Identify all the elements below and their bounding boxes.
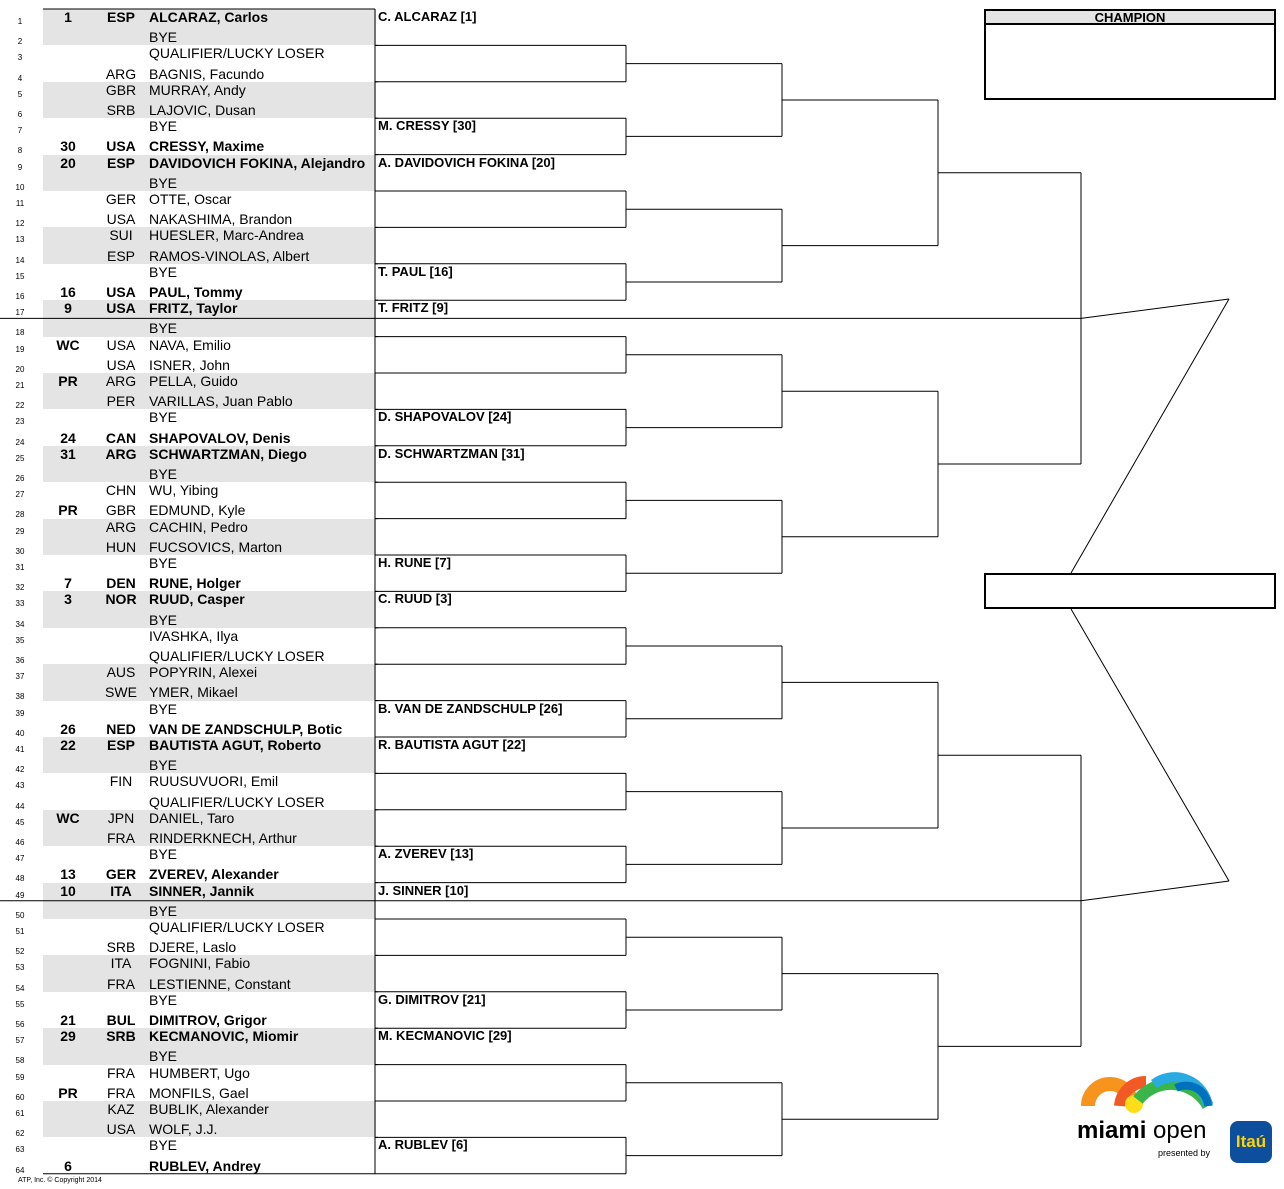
player-name: BYE <box>149 320 178 337</box>
semi-bottom-connector <box>1081 881 1229 901</box>
player-name: CACHIN, Pedro <box>149 518 248 535</box>
player-name: ZVEREV, Alexander <box>149 866 279 883</box>
player-name: QUALIFIER/LUCKY LOSER <box>149 793 325 810</box>
player-name: BYE <box>149 555 178 571</box>
semi-top-connector <box>1081 299 1229 318</box>
player-name: LESTIENNE, Constant <box>149 975 291 992</box>
final-diagonal-top <box>1071 299 1229 573</box>
country-code: USA <box>106 300 136 317</box>
country-code: FRA <box>107 975 135 992</box>
country-code: SRB <box>106 939 136 956</box>
country-code: AUS <box>106 664 136 681</box>
country-code: BUL <box>106 1012 136 1028</box>
country-code: SRB <box>106 1028 136 1045</box>
draw-number: 33 <box>15 599 25 609</box>
player-name: BAUTISTA AGUT, Roberto <box>149 737 322 753</box>
final-diagonal-bottom <box>1071 609 1229 881</box>
draw-number: 50 <box>15 910 25 920</box>
player-name: CRESSY, Maxime <box>149 138 265 155</box>
country-code: ESP <box>106 9 135 25</box>
player-name: BYE <box>149 611 178 628</box>
country-code: GER <box>105 866 137 883</box>
player-name: BYE <box>149 466 178 482</box>
draw-number: 45 <box>15 817 25 827</box>
country-code: USA <box>106 1121 136 1138</box>
player-name: BYE <box>149 409 178 426</box>
player-name: BYE <box>149 902 178 919</box>
draw-number: 22 <box>15 401 25 411</box>
seed-label: 3 <box>64 591 72 608</box>
draw-number: 41 <box>15 745 25 754</box>
player-name: DIMITROV, Grigor <box>149 1012 267 1028</box>
draw-number: 6 <box>17 110 23 119</box>
country-code: SUI <box>109 227 133 244</box>
logo-presented-by: presented by <box>1158 1148 1211 1158</box>
draw-number: 13 <box>15 235 25 245</box>
player-name: BAGNIS, Facundo <box>149 65 265 82</box>
seed-label: 21 <box>60 1012 76 1028</box>
draw-number: 56 <box>15 1020 25 1029</box>
country-code: ARG <box>105 445 137 462</box>
draw-number: 1 <box>17 17 23 26</box>
player-name: RUNE, Holger <box>149 575 241 592</box>
country-code: GBR <box>105 81 137 98</box>
country-code: DEN <box>106 575 136 592</box>
seed-label: 13 <box>60 866 76 883</box>
seed-label: 24 <box>60 429 76 446</box>
draw-number: 9 <box>17 162 23 172</box>
country-code: USA <box>106 336 136 353</box>
seed-label: 9 <box>64 300 72 317</box>
draw-number: 3 <box>17 53 23 63</box>
draw-number: 19 <box>15 344 25 354</box>
country-code: ESP <box>106 737 135 753</box>
draw-number: 51 <box>15 927 25 936</box>
country-code: ARG <box>105 373 137 389</box>
country-code: USA <box>106 356 136 373</box>
draw-number: 15 <box>15 271 25 281</box>
player-name: QUALIFIER/LUCKY LOSER <box>149 648 325 664</box>
player-name: BYE <box>149 757 178 774</box>
draw-number: 5 <box>17 89 23 99</box>
country-code: FIN <box>109 773 133 790</box>
draw-number: 25 <box>15 453 25 463</box>
second-round-entry: D. SHAPOVALOV [24] <box>378 409 512 425</box>
player-name: BYE <box>149 1048 178 1065</box>
seed-label: PR <box>58 502 78 519</box>
draw-number: 52 <box>15 947 25 957</box>
draw-number: 49 <box>15 890 25 900</box>
seed-label: 20 <box>60 154 76 171</box>
second-round-entry: A. RUBLEV [6] <box>378 1137 468 1153</box>
draw-number: 21 <box>15 381 25 390</box>
draw-number: 2 <box>17 37 23 47</box>
draw-number: 58 <box>15 1056 25 1066</box>
country-code: ESP <box>106 154 135 171</box>
player-name: VARILLAS, Juan Pablo <box>149 393 293 410</box>
country-code: FRA <box>107 1084 135 1101</box>
second-round-entry: H. RUNE [7] <box>378 555 451 570</box>
second-round-entry: A. ZVEREV [13] <box>378 846 474 862</box>
country-code: GBR <box>105 502 137 519</box>
player-name: WU, Yibing <box>149 482 219 499</box>
seed-label: 10 <box>60 882 76 899</box>
second-round-entry: M. KECMANOVIC [29] <box>378 1028 512 1044</box>
seed-label: 1 <box>64 9 72 25</box>
seed-label: PR <box>58 373 78 389</box>
draw-number: 11 <box>15 199 25 208</box>
player-name: BYE <box>149 1137 178 1154</box>
player-name: RUBLEV, Andrey <box>149 1157 261 1174</box>
country-code: USA <box>106 211 136 228</box>
player-name: FUCSOVICS, Marton <box>149 538 283 555</box>
player-name: BYE <box>149 263 178 280</box>
country-code: SWE <box>105 684 137 701</box>
country-code: GER <box>105 191 137 207</box>
player-name: RUUSUVUORI, Emil <box>149 773 279 790</box>
draw-number: 53 <box>15 963 25 973</box>
country-code: ARG <box>105 65 137 82</box>
draw-number: 14 <box>15 255 25 265</box>
copyright-text: ATP, Inc. © Copyright 2014 <box>18 1177 102 1184</box>
draw-number: 43 <box>15 781 25 791</box>
second-round-entry: C. RUUD [3] <box>378 591 452 607</box>
player-name: ALCARAZ, Carlos <box>149 9 269 25</box>
seed-label: 29 <box>60 1028 76 1045</box>
player-name: POPYRIN, Alexei <box>149 664 258 681</box>
draw-number: 35 <box>15 635 25 645</box>
seed-label: WC <box>56 336 80 353</box>
draw-number: 7 <box>17 126 23 136</box>
player-name: VAN DE ZANDSCHULP, Botic <box>149 720 343 737</box>
player-name: QUALIFIER/LUCKY LOSER <box>149 45 325 62</box>
player-name: PELLA, Guido <box>149 373 238 389</box>
country-code: PER <box>106 393 136 410</box>
seed-label: PR <box>58 1084 78 1101</box>
draw-number: 16 <box>15 292 25 301</box>
draw-number: 29 <box>15 526 25 536</box>
player-name: HUESLER, Marc-Andrea <box>149 227 304 244</box>
draw-number: 57 <box>15 1036 25 1046</box>
player-name: KECMANOVIC, Miomir <box>149 1028 299 1045</box>
draw-number: 48 <box>15 874 25 884</box>
seed-label: 16 <box>60 284 76 300</box>
draw-number: 30 <box>15 546 25 556</box>
seed-label: 22 <box>60 737 76 753</box>
country-code: ARG <box>105 518 137 535</box>
country-code: CHN <box>105 482 137 499</box>
player-name: WOLF, J.J. <box>149 1121 218 1138</box>
draw-number: 24 <box>15 437 25 447</box>
player-name: RUUD, Casper <box>149 591 245 608</box>
second-round-entry: B. VAN DE ZANDSCHULP [26] <box>378 700 563 716</box>
country-code: SRB <box>106 102 136 118</box>
second-round-entry: D. SCHWARTZMAN [31] <box>378 445 525 461</box>
player-name: DJERE, Laslo <box>149 939 237 956</box>
player-name: LAJOVIC, Dusan <box>149 102 256 118</box>
draw-number: 36 <box>15 656 25 665</box>
player-name: BYE <box>149 991 178 1008</box>
draw-number: 40 <box>15 728 25 738</box>
country-code: USA <box>106 284 136 300</box>
draw-number: 10 <box>15 182 25 192</box>
draw-number: 63 <box>15 1145 25 1155</box>
champion-label: CHAMPION <box>984 9 1276 25</box>
second-round-entry: T. FRITZ [9] <box>378 300 449 316</box>
player-name: FOGNINI, Fabio <box>149 955 251 972</box>
miami-open-logo-icon <box>1076 1054 1216 1118</box>
draw-number: 46 <box>15 838 25 847</box>
player-name: RAMOS-VINOLAS, Albert <box>149 247 310 264</box>
player-name: DANIEL, Taro <box>149 809 235 826</box>
second-round-entry: C. ALCARAZ [1] <box>378 9 477 24</box>
country-code: FRA <box>107 1064 135 1081</box>
player-name: SCHWARTZMAN, Diego <box>149 445 307 462</box>
draw-number: 60 <box>15 1092 25 1102</box>
player-name: FRITZ, Taylor <box>149 300 238 317</box>
player-name: BYE <box>149 118 178 135</box>
country-code: NOR <box>105 591 137 608</box>
seed-label: 30 <box>60 138 76 155</box>
player-name: RINDERKNECH, Arthur <box>149 830 297 846</box>
draw-number: 31 <box>15 563 25 572</box>
player-name: BYE <box>149 174 178 191</box>
player-name: BYE <box>149 700 178 717</box>
player-name: YMER, Mikael <box>149 684 238 701</box>
logo-wordmark: miami open <box>1077 1117 1207 1144</box>
country-code: JPN <box>107 809 135 826</box>
country-code: ITA <box>110 955 132 972</box>
player-name: MURRAY, Andy <box>149 81 246 98</box>
country-code: CAN <box>105 429 137 446</box>
player-name: SINNER, Jannik <box>149 882 255 899</box>
draw-number: 4 <box>17 73 23 83</box>
draw-number: 59 <box>15 1072 25 1082</box>
seed-label: 26 <box>60 720 76 737</box>
champion-box <box>984 25 1276 100</box>
draw-number: 47 <box>15 854 25 864</box>
player-name: PAUL, Tommy <box>149 284 243 300</box>
draw-number: 39 <box>15 708 25 718</box>
draw-number: 62 <box>15 1129 25 1139</box>
player-name: OTTE, Oscar <box>149 191 232 207</box>
draw-number: 32 <box>15 583 25 593</box>
player-name: DAVIDOVICH FOKINA, Alejandro <box>149 154 366 171</box>
country-code: USA <box>106 138 136 155</box>
country-code: NED <box>106 720 136 737</box>
draw-number: 27 <box>15 490 25 500</box>
draw-number: 8 <box>17 146 23 156</box>
player-name: BUBLIK, Alexander <box>149 1101 269 1117</box>
seed-label: WC <box>56 809 80 826</box>
second-round-entry: T. PAUL [16] <box>378 263 453 279</box>
draw-number: 28 <box>15 510 25 520</box>
draw-number: 54 <box>15 983 25 993</box>
player-name: SHAPOVALOV, Denis <box>149 429 291 446</box>
seed-label: 31 <box>60 445 76 462</box>
country-code: FRA <box>107 830 135 846</box>
player-name: NAVA, Emilio <box>149 336 231 353</box>
player-name: EDMUND, Kyle <box>149 502 246 519</box>
final-box <box>984 573 1276 609</box>
second-round-entry: A. DAVIDOVICH FOKINA [20] <box>378 154 555 170</box>
draw-number: 26 <box>15 474 25 483</box>
draw-number: 34 <box>15 619 25 629</box>
player-name: QUALIFIER/LUCKY LOSER <box>149 919 325 935</box>
draw-number: 12 <box>15 219 25 229</box>
draw-number: 17 <box>15 308 25 318</box>
draw-number: 18 <box>15 328 25 338</box>
draw-number: 38 <box>15 692 25 702</box>
itau-logo: Itaú <box>1230 1121 1272 1163</box>
player-name: MONFILS, Gael <box>149 1084 249 1101</box>
player-name: HUMBERT, Ugo <box>149 1064 250 1081</box>
second-round-entry: G. DIMITROV [21] <box>378 991 486 1007</box>
player-name: BYE <box>149 846 178 863</box>
player-name: BYE <box>149 29 178 46</box>
draw-number: 42 <box>15 765 25 775</box>
seed-label: 6 <box>64 1157 72 1174</box>
country-code: HUN <box>105 538 137 555</box>
country-code: ITA <box>110 882 132 899</box>
player-name: ISNER, John <box>149 356 230 373</box>
country-code: KAZ <box>107 1101 135 1117</box>
second-round-entry: R. BAUTISTA AGUT [22] <box>378 737 526 752</box>
draw-number: 64 <box>15 1165 25 1175</box>
player-name: NAKASHIMA, Brandon <box>149 211 293 228</box>
player-name: IVASHKA, Ilya <box>149 627 239 644</box>
draw-number: 20 <box>15 364 25 374</box>
draw-number: 23 <box>15 417 25 427</box>
seed-label: 7 <box>64 575 72 592</box>
draw-number: 44 <box>15 801 25 811</box>
draw-number: 55 <box>15 999 25 1009</box>
draw-number: 37 <box>15 672 25 682</box>
second-round-entry: M. CRESSY [30] <box>378 118 477 134</box>
second-round-entry: J. SINNER [10] <box>378 882 469 898</box>
draw-number: 61 <box>15 1109 25 1118</box>
country-code: ESP <box>106 247 135 264</box>
